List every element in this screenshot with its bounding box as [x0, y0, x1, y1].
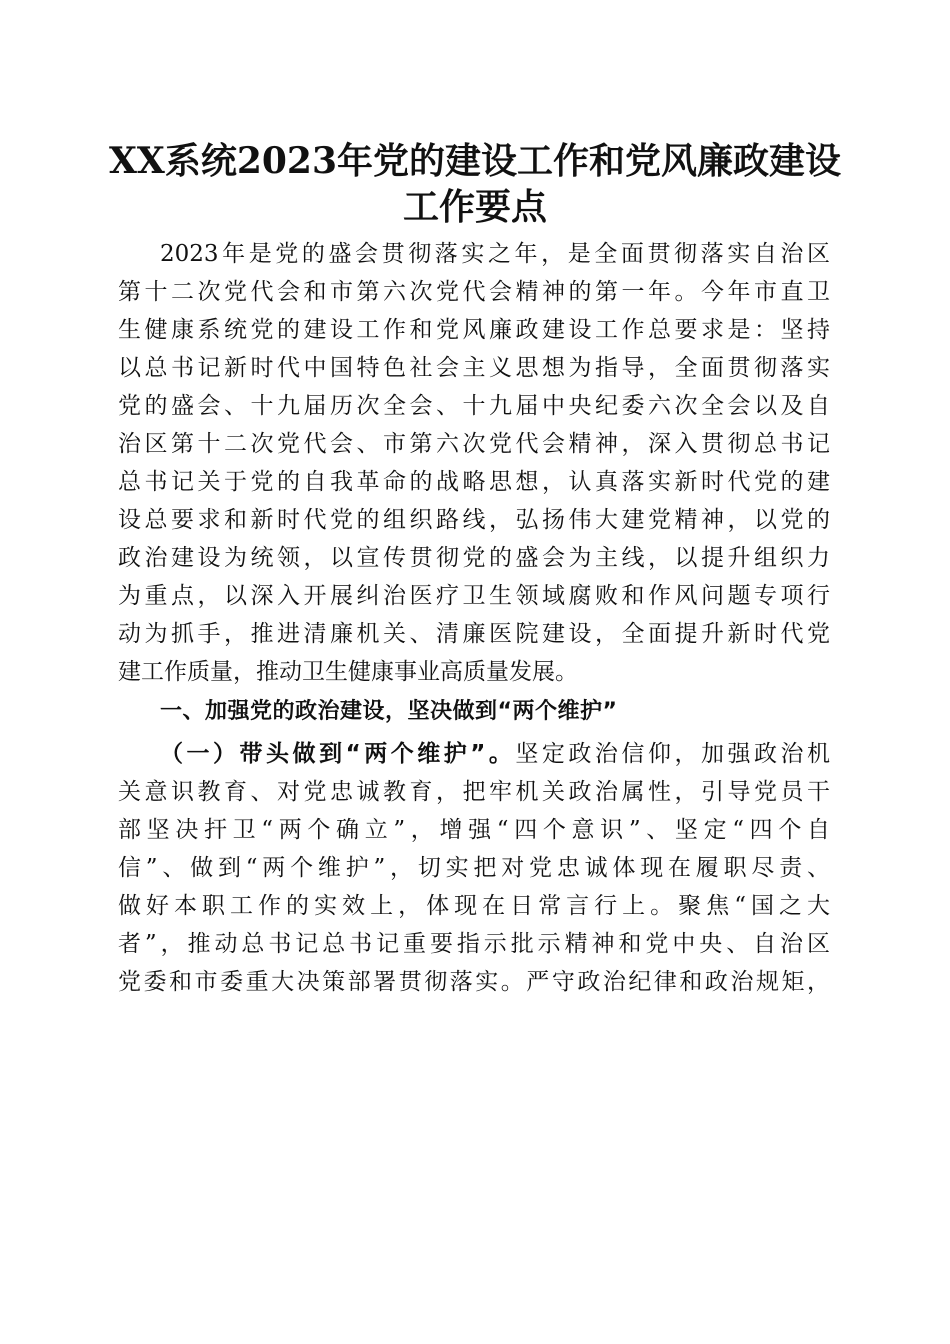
intro-paragraph-line: 以总书记新时代中国特色社会主义思想为指导，全面贯彻落实	[118, 355, 830, 381]
intro-paragraph-line: 2023年是党的盛会贯彻落实之年，是全面贯彻落实自治区	[160, 241, 830, 267]
subsection-label: （一）带头做到“两个维护”。	[160, 741, 516, 767]
subsection-paragraph-line: 做好本职工作的实效上，体现在日常言行上。聚焦“国之大	[118, 893, 830, 919]
intro-paragraph-line: 生健康系统党的建设工作和党风廉政建设工作总要求是：坚持	[118, 317, 830, 343]
intro-paragraph-line: 动为抓手，推进清廉机关、清廉医院建设，全面提升新时代党	[118, 621, 830, 647]
intro-paragraph-line: 第十二次党代会和市第六次党代会精神的第一年。今年市直卫	[118, 279, 830, 305]
subsection-text: 坚定政治信仰，加强政治机	[515, 741, 830, 767]
intro-paragraph-line: 设总要求和新时代党的组织路线，弘扬伟大建党精神，以党的	[118, 507, 830, 533]
section-heading: 一、加强党的政治建设，坚决做到“两个维护”	[160, 699, 618, 724]
subsection-paragraph-line: 部坚决扞卫“两个确立”，增强“四个意识”、坚定“四个自	[118, 817, 830, 843]
intro-paragraph-line: 党的盛会、十九届历次全会、十九届中央纪委六次全会以及自	[118, 393, 830, 419]
subsection-paragraph-line: 党委和市委重大决策部署贯彻落实。严守政治纪律和政治规矩，	[118, 969, 830, 995]
document-title-line2: 工作要点	[402, 186, 547, 228]
subsection-paragraph-line: 关意识教育、对党忠诚教育，把牢机关政治属性，引导党员干	[118, 779, 830, 805]
subsection-paragraph-line	[160, 735, 830, 773]
subsection-paragraph-line: 信”、做到“两个维护”，切实把对党忠诚体现在履职尽责、	[118, 855, 830, 881]
intro-paragraph-line: 治区第十二次党代会、市第六次党代会精神，深入贯彻总书记	[118, 431, 830, 457]
subsection-paragraph-line: 者”，推动总书记总书记重要指示批示精神和党中央、自治区	[118, 931, 830, 957]
document-title-line1: XX系统2023年党的建设工作和党风廉政建设	[108, 140, 842, 182]
intro-paragraph-line: 建工作质量，推动卫生健康事业高质量发展。	[118, 659, 578, 685]
intro-paragraph-line: 为重点，以深入开展纠治医疗卫生领域腐败和作风问题专项行	[118, 583, 830, 609]
intro-paragraph-line: 总书记关于党的自我革命的战略思想，认真落实新时代党的建	[118, 469, 830, 495]
intro-paragraph-line: 政治建设为统领，以宣传贯彻党的盛会为主线，以提升组织力	[118, 545, 830, 571]
